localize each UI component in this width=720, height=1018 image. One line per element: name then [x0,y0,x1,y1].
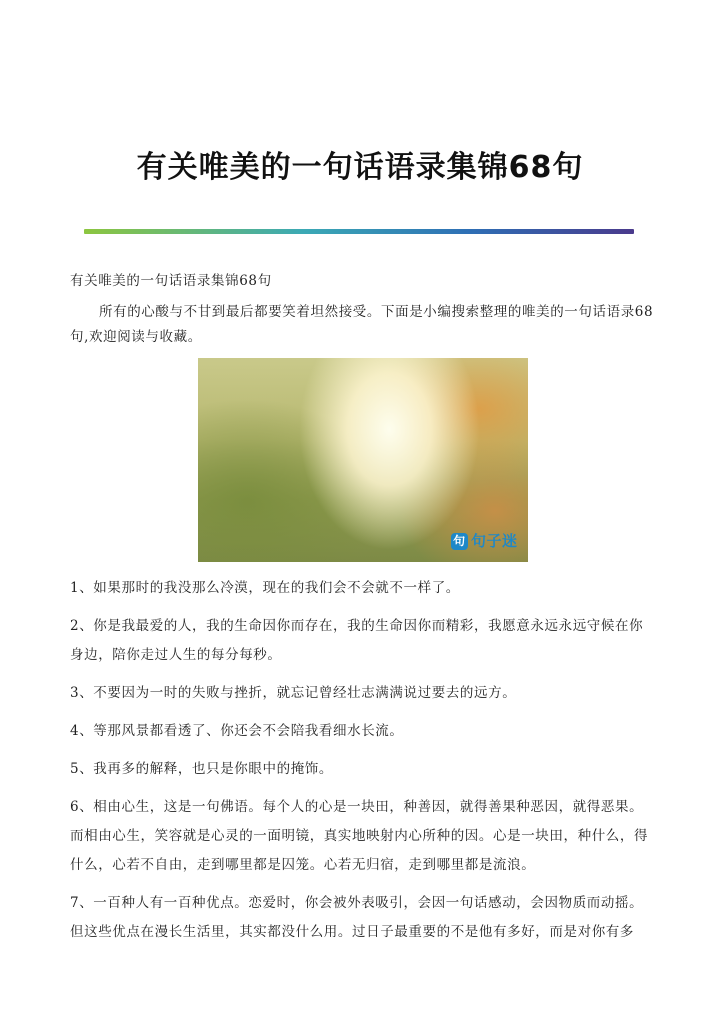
document-subtitle: 有关唯美的一句话语录集锦68句 [70,273,272,289]
document-title: 有关唯美的一句话语录集锦68句 [136,150,584,185]
quote-item: 2、你是我最爱的人，我的生命因你而存在，我的生命因你而精彩，我愿意永远永远守候在你身边，陪你走过人生的每分每秒。 [70,618,644,663]
watermark-logo [451,530,518,552]
title-divider [84,229,634,234]
quote-item: 3、不要因为一时的失败与挫折，就忘记曾经壮志满满说过要去的远方。 [70,685,517,701]
quote-item: 4、等那风景都看透了、你还会不会陪我看细水长流。 [70,723,404,739]
sunlight-photo [198,358,528,562]
intro-paragraph: 所有的心酸与不甘到最后都要笑着坦然接受。下面是小编搜索整理的唯美的一句话语录68句,欢迎阅读与收藏。 [70,304,654,345]
logo-mark-icon: 句 [451,533,468,550]
logo-text: 句子迷 [470,532,518,550]
quote-item: 6、相由心生，这是一句佛语。每个人的心是一块田，种善因，就得善果种恶因，就得恶果。而相由心生，笑容就是心灵的一面明镜，真实地映射内心所种的因。心是一块田，种什么，得什么，心若不自由，走到哪里都是囚笼。心若无归宿，走到哪里都是流浪。 [70,799,649,873]
quote-item: 7、一百种人有一百种优点。恋爱时，你会被外表吸引，会因一句话感动，会因物质而动摇。但这些优点在漫长生活里，其实都没什么用。过日子最重要的不是他有多好，而是对你有多 [70,895,644,940]
quote-list [70,574,655,947]
document-body [70,270,655,956]
quote-item: 5、我再多的解释，也只是你眼中的掩饰。 [70,761,333,777]
quote-item: 1、如果那时的我没那么冷漠，现在的我们会不会就不一样了。 [70,580,460,596]
